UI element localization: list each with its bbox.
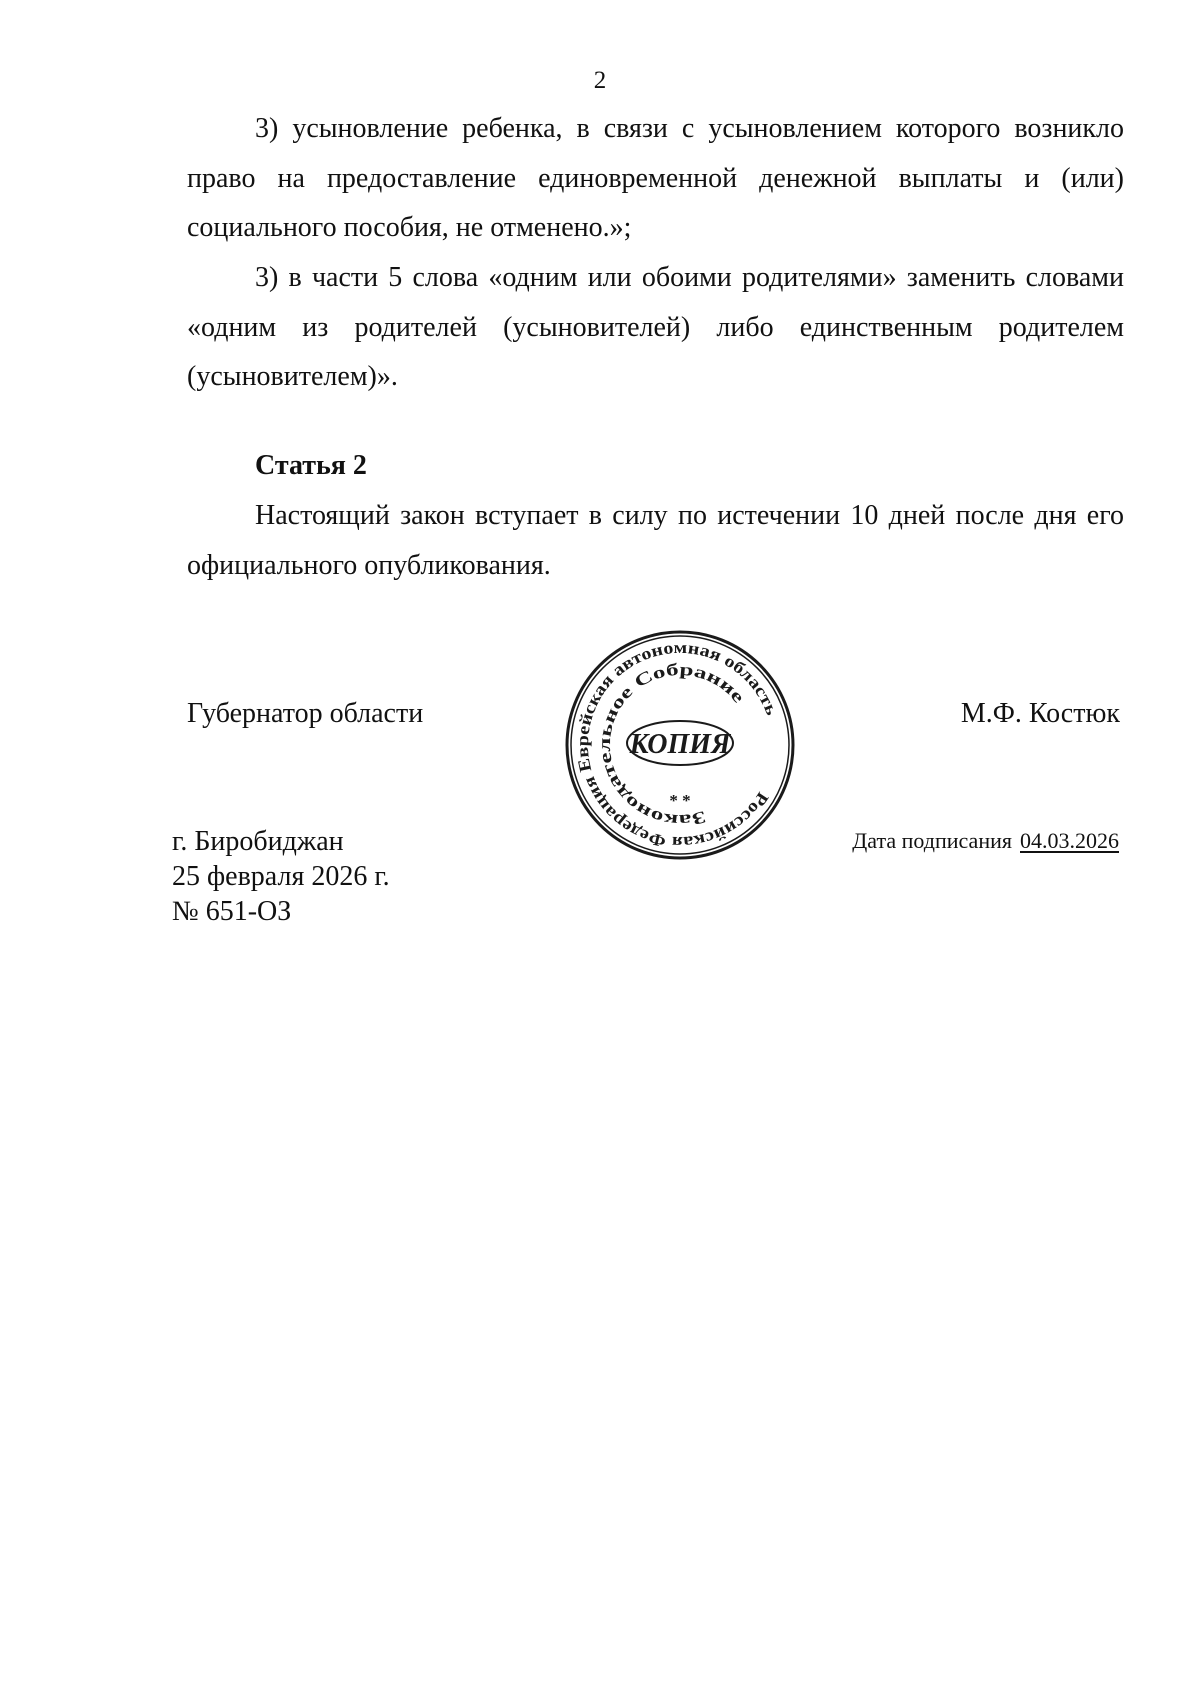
law-number: № 651-ОЗ: [172, 896, 292, 927]
article-heading: Статья 2: [255, 450, 367, 481]
signing-date-block: [852, 827, 1119, 855]
city: г. Биробиджан: [172, 826, 344, 857]
stamp-stars: * *: [669, 791, 691, 810]
signatory-title: Губернатор области: [187, 698, 424, 729]
place-date-block: [172, 824, 390, 929]
stamp-inner-text: Законодательное Собрание: [594, 659, 746, 831]
adoption-date: 25 февраля 2026 г.: [172, 861, 390, 892]
body-paragraph: 3) усыновление ребенка, в связи с усыновлением которого возникло право на предоставление единовременной денежной выплаты и (или) социального пособия, не отменено.»;: [187, 113, 1124, 243]
stamp-outer-text: Российская Федерация Еврейская автономная область: [572, 637, 781, 853]
page-number: 2: [593, 67, 607, 94]
official-stamp: [563, 628, 797, 862]
stamp-center-text: КОПИЯ: [629, 729, 731, 760]
signing-date-label: Дата подписания: [852, 828, 1012, 853]
signatory-name: М.Ф. Костюк: [960, 698, 1120, 729]
body-paragraph: Настоящий закон вступает в силу по истечении 10 дней после дня его официального опубликования.: [187, 500, 1124, 581]
body-paragraph: 3) в части 5 слова «одним или обоими родителями» заменить словами «одним из родителей (усыновителей) либо единственным родителем (усыновителем)».: [187, 262, 1124, 392]
signing-date-value: 04.03.2026: [1020, 828, 1119, 853]
